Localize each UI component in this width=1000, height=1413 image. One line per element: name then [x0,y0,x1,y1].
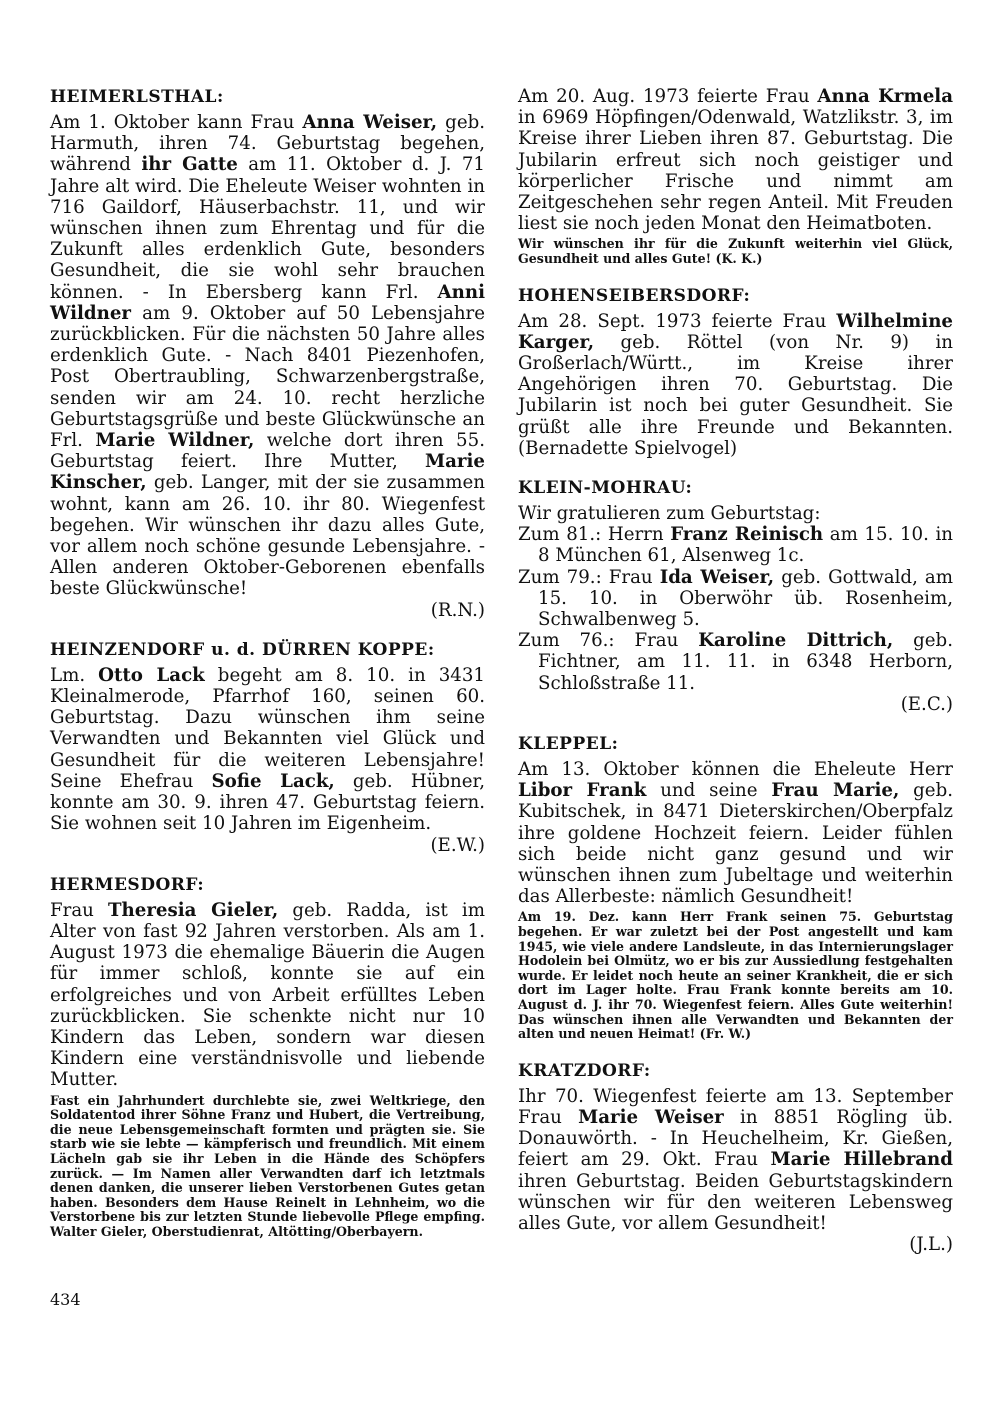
bold-name: Sofie Lack, [211,770,335,792]
section-body: Lm. Otto Lack begeht am 8. 10. in 3431 Kleinalmerode, Pfarrhof 160, seinen 60. Geburtstag. Dazu wünschen ihm seine Verwandten und Bekannten viel Glück und Gesundheit für die weiteren Lebensjahre! Seine Ehefrau Sofie Lack, geb. Hübner, konnte am 30. 9. ihren 47. Geburtstag feiern. Sie wohnen seit 10 Jahren im Eigenheim. [50,664,485,835]
section-body: Am 20. Aug. 1973 feierte Frau Anna Krmela in 6969 Höpfingen/Odenwald, Watzlikstr. 3, im Kreise ihrer Lieben ihren 87. Geburtstag. Die Jubilarin erfreut sich noch geistiger und körperlicher Frische und nimmt am Zeitgeschehen sehr regen Anteil. Mit Freuden liest sie noch jeden Monat den Heimatboten. [518,86,954,235]
bold-name: ihr Gatte [141,154,238,176]
obituary-note: Fast ein Jahrhundert durchlebte sie, zwei Weltkriege, den Soldatentod ihrer Söhne Franz und Hubert, die Vertreibung, die neue Lebensgemeinschaft formten und prägten sie. Sie starb wie sie lebte — kämpferisch und freundlich. Mit einem Lächeln gab sie ihr Leben in die Hände des Schöpfers zurück. — Im Namen aller Verwandten darf ich letztmals denen danken, die unserer lieben Verstorbenen Gutes getan haben. Besonders dem Hause Reinelt in Lehnheim, wo die Verstorbene bis zur letzten Stunde liebevolle Pflege empfing. Walter Gieler, Oberstudienrat, Altötting/Oberbayern. [50,1092,485,1239]
birthday-note: Am 19. Dez. kann Herr Frank seinen 75. Geburtstag begehen. Er war zuletzt bei der Post angestellt und kam 1945, wie viele andere Landsleute, in das Internierungslager Hodolein bei Olmütz, wo er bis zur Aussiedlung festgehalten wurde. Er leidet noch heute an seiner Krankheit, die er sich dort im Lager holte. Frau Frank konnte bereits am 10. August d. J. ihr 70. Wiegenfest feiern. Alles Gute weiterhin! Das wünschen ihnen alle Verwandten und Bekannten der alten und neuen Heimat! (Fr. W.) [518,909,953,1042]
wishes-note: Wir wünschen ihr für die Zukunft weiterhin viel Glück, Gesundheit und alles Gute! (K. K.) [518,236,953,267]
section-hoepfingen [518,86,953,267]
signature: (E.C.) [900,693,953,715]
signature-line [518,1234,953,1255]
bold-name: Karoline Dittrich, [698,630,894,652]
bold-name: Wilhelmine Karger, [518,310,953,353]
signature-line [50,600,485,621]
section-body: Am 28. Sept. 1973 feierte Frau Wilhelmine Karger, geb. Röttel (von Nr. 9) in Großerlach/Württ., im Kreise ihrer Angehörigen ihren 70. Geburtstag. Die Jubilarin ist noch bei guter Gesundheit. Sie grüßt alle ihre Freunde und Bekannten. (Bernadette Spielvogel) [518,310,953,459]
page-number: 434 [50,1290,81,1309]
bold-name: Marie Kinscher, [50,451,485,494]
signature-line [518,694,953,715]
section-body: Am 13. Oktober können die Eheleute Herr Libor Frank und seine Frau Marie, geb. Kubitschek, in 8471 Dieterskirchen/Oberpfalz ihre goldene Hochzeit feiern. Leider fühlen sich beide nicht ganz gesund und wir wünschen ihnen zum Jubeltage und weiterhin das Allerbeste: nämlich Gesundheit! [518,759,953,908]
section-heading: HOHENSEIBERSDORF: [518,285,751,306]
birthday-entry: Zum 76.: Frau Karoline Dittrich, geb. Fichtner, am 11. 11. in 6348 Herborn, Schloßstraße 11. [518,630,953,694]
section-kratzdorf [518,1060,953,1256]
signature: (J.L.) [909,1234,953,1256]
section-body: Am 1. Oktober kann Frau Anna Weiser, geb. Harmuth, ihren 74. Geburtstag begehen, während ihr Gatte am 11. Oktober d. J. 71 Jahre alt wird. Die Eheleute Weiser wohnten in 716 Gaildorf, Häuserbachstr. 11, und wir wünschen ihnen zum Ehrentag und für die Zukunft alles erdenklich Gute, besonders Gesundheit, die sie wohl sehr brauchen können. - In Ebersberg kann Frl. Anni Wildner am 9. Oktober auf 50 Lebensjahre zurückblicken. Für die nächsten 50 Jahre alles erdenklich Gute. - Nach 8401 Piezenhofen, Post Obertraubling, Schwarzenbergstraße, senden wir am 24. 10. recht herzliche Geburtstagsgrüße und beste Glückwünsche an Frl. Marie Wildner, welche dort ihren 55. Geburtstag feiert. Ihre Mutter, Marie Kinscher, geb. Langer, mit der sie zusammen wohnt, kann am 26. 10. ihr 80. Wiegenfest begehen. Wir wünschen ihr dazu alles Gute, vor allem noch schöne gesunde Lebensjahre. - Allen anderen Oktober-Geborenen ebenfalls beste Glückwünsche! [50,112,486,600]
bold-name: Anni Wildner [50,281,485,324]
signature-line [50,835,485,856]
signature: (R.N.) [430,599,485,621]
section-body: Ihr 70. Wiegenfest feierte am 13. September Frau Marie Weiser in 8851 Rögling üb. Donauwörth. - In Heuchelheim, Kr. Gießen, feiert am 29. Okt. Frau Marie Hillebrand ihren Geburtstag. Beiden Geburtstagskindern wünschen wir für den weiteren Lebensweg alles Gute, vor allem Gesundheit! [518,1085,954,1235]
section-heading: HERMESDORF: [50,874,205,895]
section-heading: KRATZDORF: [518,1060,651,1081]
bold-name: Otto Lack [98,664,205,686]
section-heading: HEINZENDORF u. d. DÜRREN KOPPE: [50,639,435,660]
bold-name: Marie Weiser [578,1107,724,1129]
section-hohenseibersdorf [518,285,953,459]
bold-name: Theresia Gieler, [108,899,279,921]
bold-name: Marie Wildner, [95,430,255,452]
section-body: Frau Theresia Gieler, geb. Radda, ist im Alter von fast 92 Jahren verstorben. Als am 1. August 1973 die ehemalige Bäuerin die Augen für immer schloß, konnte sie auf ein erfolgreiches und von Arbeit erfülltes Leben zurückblicken. Sie schenkte nicht nur 10 Kindern das Leben, sondern war diesen Kindern eine verständnisvolle und liebende Mutter. [50,899,485,1091]
section-heading: KLEPPEL: [518,734,619,755]
section-klein-mohrau [518,477,953,715]
bold-name: Marie Hillebrand [770,1149,954,1171]
signature: (E.W.) [430,834,485,856]
bold-name: Frau Marie, [771,780,900,802]
intro-line: Wir gratulieren zum Geburtstag: [518,503,821,525]
bold-name: Libor Frank [518,780,647,802]
section-hermesdorf [50,874,485,1240]
section-heading: HEIMERLSTHAL: [50,87,224,107]
bold-name: Ida Weiser, [659,566,775,588]
birthday-entry: Zum 81.: Herrn Franz Reinisch am 15. 10. in 8 München 61, Alsenweg 1c. [518,524,954,567]
bold-name: Franz Reinisch [670,524,824,546]
bold-name: Anna Krmela [817,86,954,107]
section-kleppel [518,733,953,1042]
section-heimerlsthal [50,86,485,621]
section-heinzendorf [50,639,485,856]
bold-name: Anna Weiser, [302,112,438,133]
left-column [50,86,485,1239]
birthday-entry: Zum 79.: Frau Ida Weiser, geb. Gottwald, am 15. 10. in Oberwöhr üb. Rosenheim, Schwalbenweg 5. [518,566,953,631]
right-column [518,86,953,1255]
section-heading: KLEIN-MOHRAU: [518,478,693,499]
